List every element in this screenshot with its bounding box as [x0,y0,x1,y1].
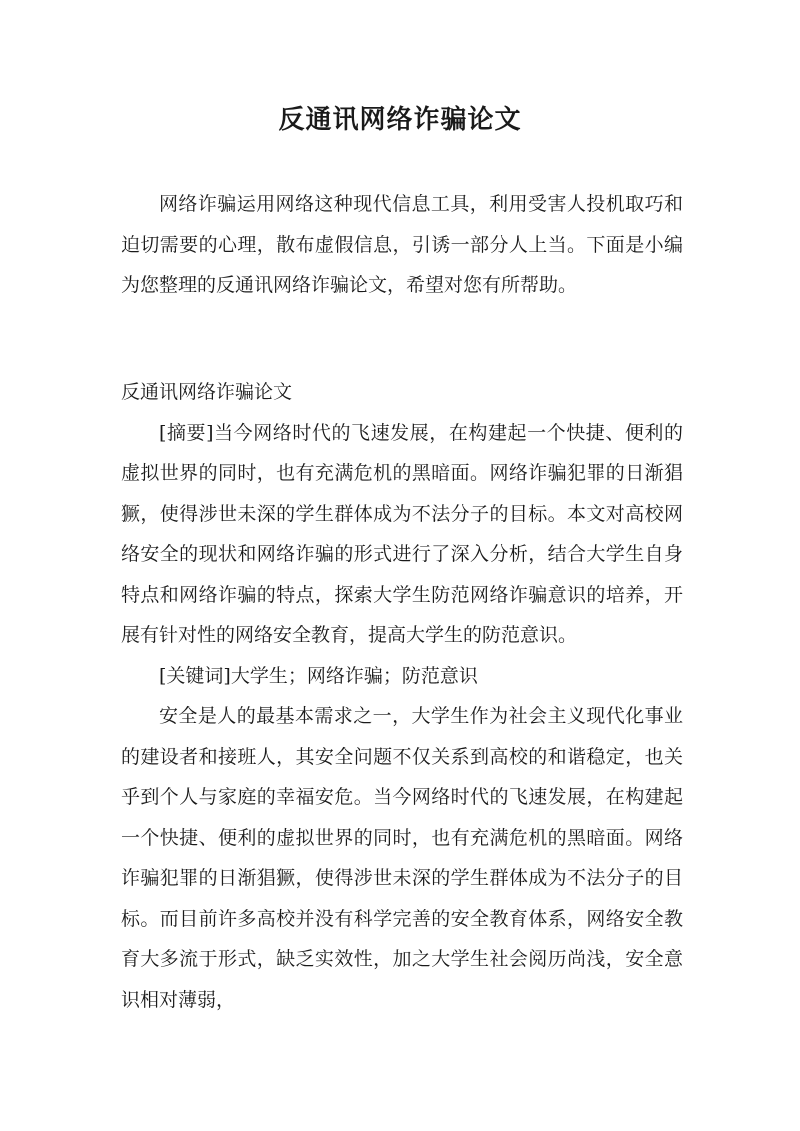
intro-block [121,184,683,306]
intro-paragraph: 网络诈骗运用网络这种现代信息工具，利用受害人投机取巧和迫切需要的心理，散布虚假信息，引诱一部分人上当。下面是小编为您整理的反通讯网络诈骗论文，希望对您有所帮助。 [121,193,683,296]
keywords-line: [关键词]大学生；网络诈骗；防范意识 [159,664,478,687]
paper-section [121,372,683,1020]
abstract-paragraph: [摘要]当今网络时代的飞速发展，在构建起一个快捷、便利的虚拟世界的同时，也有充满危机的黑暗面。网络诈骗犯罪的日渐猖獗，使得涉世未深的学生群体成为不法分子的目标。本文对高校网络安全的现状和网络诈骗的形式进行了深入分析，结合大学生自身特点和网络诈骗的特点，探索大学生防范网络诈骗意识的培养，开展有针对性的网络安全教育，提高大学生的防范意识。 [121,421,683,646]
section-heading: 反通讯网络诈骗论文 [121,381,293,403]
document-title: 反通讯网络诈骗论文 [278,105,522,135]
body-paragraph: 安全是人的最基本需求之一，大学生作为社会主义现代化事业的建设者和接班人，其安全问题不仅关系到高校的和谐稳定，也关乎到个人与家庭的幸福安危。当今网络时代的飞速发展，在构建起一个快捷、便利的虚拟世界的同时，也有充满危机的黑暗面。网络诈骗犯罪的日渐猖獗，使得涉世未深的学生群体成为不法分子的目标。而目前许多高校并没有科学完善的安全教育体系，网络安全教育大多流于形式，缺乏实效性，加之大学生社会阅历尚浅，安全意识相对薄弱， [121,705,683,1011]
